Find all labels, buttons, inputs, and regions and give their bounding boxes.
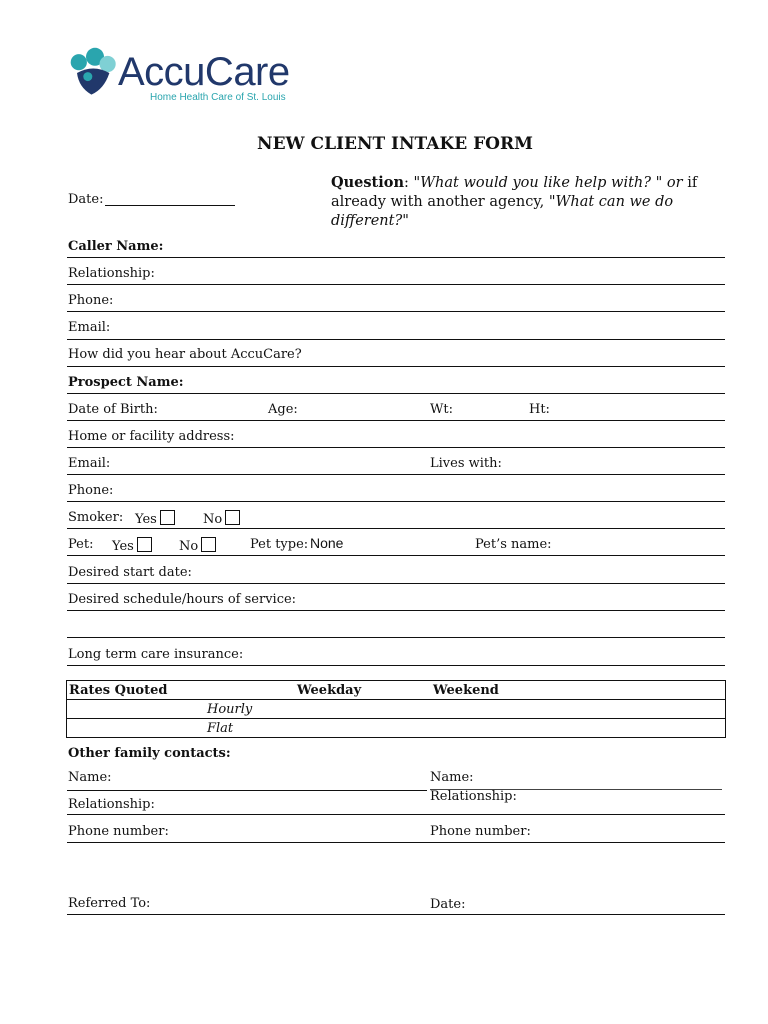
family-name-field-1[interactable] bbox=[67, 790, 427, 791]
date-field[interactable] bbox=[105, 205, 235, 206]
logo-circle-teal bbox=[71, 54, 87, 70]
schedule-field-2[interactable] bbox=[67, 637, 725, 638]
referred-date-label: Date: bbox=[430, 897, 466, 912]
family-phone-field[interactable] bbox=[67, 842, 725, 843]
start-date-field[interactable] bbox=[67, 583, 725, 584]
caller-relationship-field[interactable] bbox=[67, 284, 725, 285]
family-relationship-label-1: Relationship: bbox=[68, 797, 155, 812]
prospect-name-field[interactable] bbox=[67, 393, 725, 394]
smoker-row-line bbox=[67, 528, 725, 529]
weekend-header: Weekend bbox=[431, 681, 726, 700]
question-q2: "What can we do different?" bbox=[331, 194, 674, 229]
flat-weekday-cell[interactable] bbox=[295, 719, 431, 738]
smoker-yes bbox=[135, 510, 175, 527]
table-row bbox=[67, 700, 726, 719]
rates-quoted-header: Rates Quoted bbox=[67, 681, 296, 700]
smoker-yes-checkbox[interactable] bbox=[160, 510, 175, 525]
pet-no-label: No bbox=[179, 539, 199, 554]
caller-relationship-label: Relationship: bbox=[68, 266, 155, 281]
prospect-email-field[interactable] bbox=[67, 474, 725, 475]
address-field[interactable] bbox=[67, 447, 725, 448]
pet-row-line bbox=[67, 555, 725, 556]
pet-no bbox=[179, 537, 216, 554]
prospect-phone-field[interactable] bbox=[67, 501, 725, 502]
flat-label: Flat bbox=[67, 719, 296, 738]
table-row bbox=[67, 719, 726, 738]
ltc-label: Long term care insurance: bbox=[68, 647, 244, 662]
referred-to-label: Referred To: bbox=[68, 896, 151, 911]
family-heading: Other family contacts: bbox=[68, 746, 231, 761]
pet-name-label: Pet’s name: bbox=[475, 537, 552, 552]
logo-tagline: Home Health Care of St. Louis bbox=[150, 92, 286, 103]
pet-yes-label: Yes bbox=[112, 539, 134, 554]
ltc-field[interactable] bbox=[67, 665, 725, 666]
family-name-label-2: Name: bbox=[430, 770, 474, 785]
date-label: Date: bbox=[68, 192, 104, 207]
dob-row-field[interactable] bbox=[67, 420, 725, 421]
prospect-name-label: Prospect Name: bbox=[68, 375, 184, 390]
weight-label: Wt: bbox=[430, 402, 453, 417]
logo-heart bbox=[77, 69, 109, 95]
hear-about-field[interactable] bbox=[67, 366, 725, 367]
pet-label: Pet: bbox=[68, 537, 94, 552]
pet-yes bbox=[112, 537, 152, 554]
start-date-label: Desired start date: bbox=[68, 565, 192, 580]
caller-phone-field[interactable] bbox=[67, 311, 725, 312]
family-phone-label-1: Phone number: bbox=[68, 824, 169, 839]
pet-type-value[interactable]: None bbox=[310, 535, 344, 551]
question-q1: What would you like help with? " bbox=[420, 175, 663, 191]
prospect-email-label: Email: bbox=[68, 456, 111, 471]
rates-header-row bbox=[67, 681, 726, 700]
question-label: Question bbox=[331, 174, 404, 191]
flat-weekend-cell[interactable] bbox=[431, 719, 726, 738]
lives-with-label: Lives with: bbox=[430, 456, 502, 471]
pet-yes-checkbox[interactable] bbox=[137, 537, 152, 552]
weekday-header: Weekday bbox=[295, 681, 431, 700]
height-label: Ht: bbox=[529, 402, 550, 417]
caller-name-field[interactable] bbox=[67, 257, 725, 258]
referred-field[interactable] bbox=[67, 914, 725, 915]
schedule-label: Desired schedule/hours of service: bbox=[68, 592, 297, 607]
smoker-yes-label: Yes bbox=[135, 512, 157, 527]
prospect-phone-label: Phone: bbox=[68, 483, 114, 498]
hourly-weekday-cell[interactable] bbox=[295, 700, 431, 719]
family-phone-label-2: Phone number: bbox=[430, 824, 531, 839]
logo-circle-light bbox=[100, 56, 116, 72]
page-title: NEW CLIENT INTAKE FORM bbox=[257, 134, 533, 154]
caller-email-label: Email: bbox=[68, 320, 111, 335]
logo-name: AccuCare bbox=[118, 50, 290, 94]
smoker-no-label: No bbox=[203, 512, 223, 527]
family-relationship-label-2: Relationship: bbox=[430, 789, 517, 804]
age-label: Age: bbox=[268, 402, 298, 417]
smoker-no bbox=[203, 510, 240, 527]
hourly-weekend-cell[interactable] bbox=[431, 700, 726, 719]
question-colon: : " bbox=[403, 175, 421, 191]
caller-email-field[interactable] bbox=[67, 339, 725, 340]
caller-name-label: Caller Name: bbox=[68, 239, 164, 254]
dob-label: Date of Birth: bbox=[68, 402, 158, 417]
logo-dot bbox=[83, 72, 92, 81]
family-name-label-1: Name: bbox=[68, 770, 112, 785]
pet-no-checkbox[interactable] bbox=[201, 537, 216, 552]
smoker-no-checkbox[interactable] bbox=[225, 510, 240, 525]
smoker-label: Smoker: bbox=[68, 510, 124, 525]
address-label: Home or facility address: bbox=[68, 429, 235, 444]
hourly-label: Hourly bbox=[67, 700, 296, 719]
schedule-field[interactable] bbox=[67, 610, 725, 611]
rates-table bbox=[66, 680, 726, 738]
intake-question bbox=[331, 173, 731, 231]
hear-about-label: How did you hear about AccuCare? bbox=[68, 347, 302, 362]
question-or: or bbox=[662, 175, 683, 191]
caller-phone-label: Phone: bbox=[68, 293, 114, 308]
family-relationship-field[interactable] bbox=[67, 814, 725, 815]
accucare-logo bbox=[68, 46, 122, 100]
question-middle: if already with another agency, bbox=[331, 175, 698, 210]
pet-type-label: Pet type: bbox=[250, 537, 309, 552]
